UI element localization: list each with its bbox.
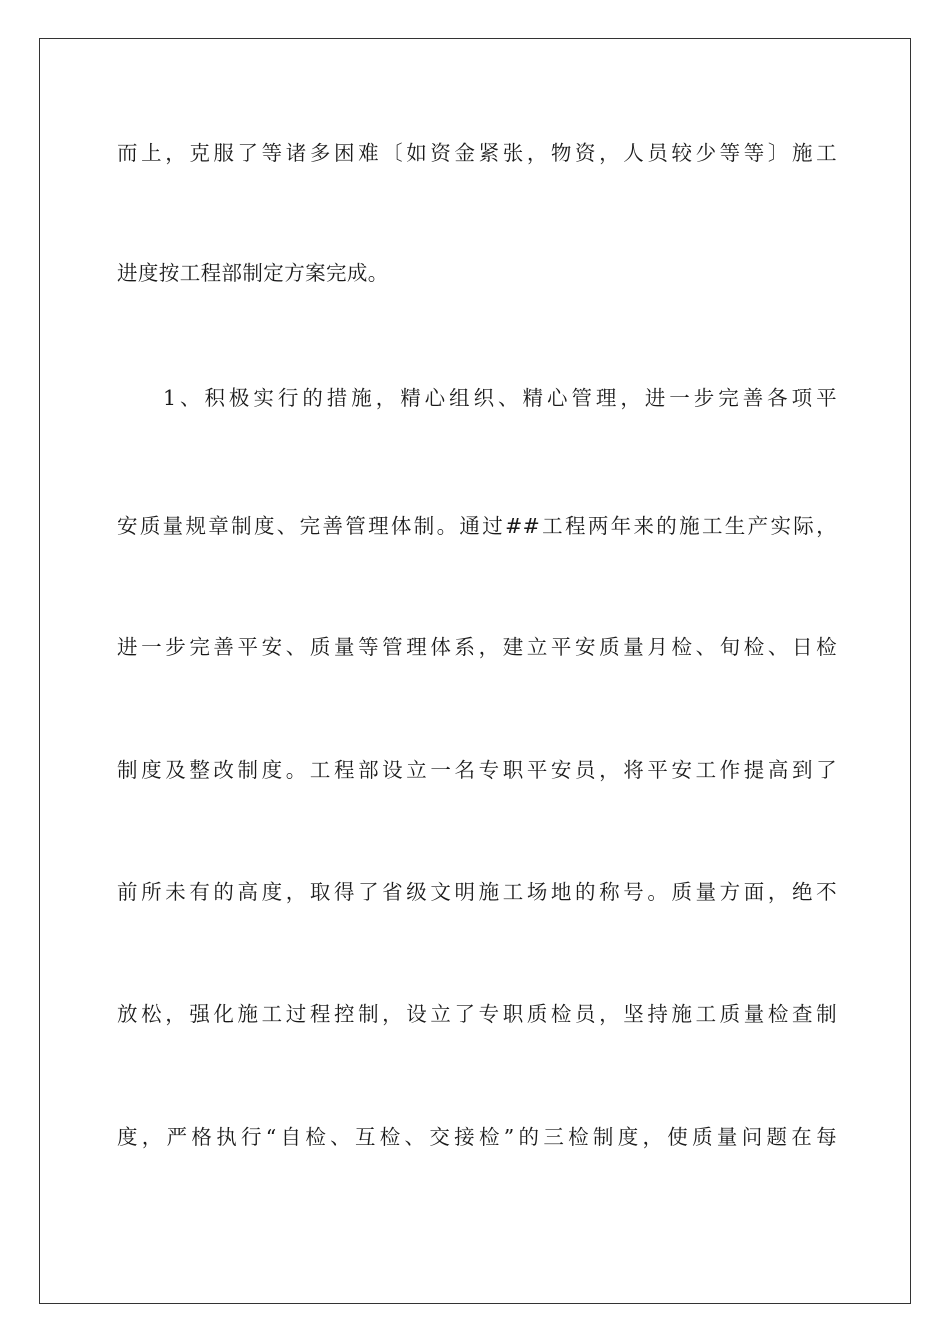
paragraph-line-3: 1、积极实行的措施，精心组织、精心管理，进一步完善各项平 — [163, 386, 837, 410]
paragraph-line-4: 安质量规章制度、完善管理体制。通过##工程两年来的施工生产实际， — [117, 514, 837, 538]
page-border — [39, 38, 911, 1304]
paragraph-line-6: 制度及整改制度。工程部设立一名专职平安员，将平安工作提高到了 — [117, 758, 837, 782]
paragraph-line-8: 放松，强化施工过程控制，设立了专职质检员，坚持施工质量检查制 — [117, 1002, 837, 1026]
paragraph-line-2: 进度按工程部制定方案完成。 — [117, 261, 389, 285]
paragraph-line-7: 前所未有的高度，取得了省级文明施工场地的称号。质量方面，绝不 — [117, 880, 837, 904]
paragraph-line-9: 度，严格执行“自检、互检、交接检”的三检制度，使质量问题在每 — [117, 1125, 837, 1149]
paragraph-line-1: 而上，克服了等诸多困难〔如资金紧张，物资，人员较少等等〕施工 — [117, 141, 837, 165]
paragraph-line-5: 进一步完善平安、质量等管理体系，建立平安质量月检、旬检、日检 — [117, 635, 837, 659]
